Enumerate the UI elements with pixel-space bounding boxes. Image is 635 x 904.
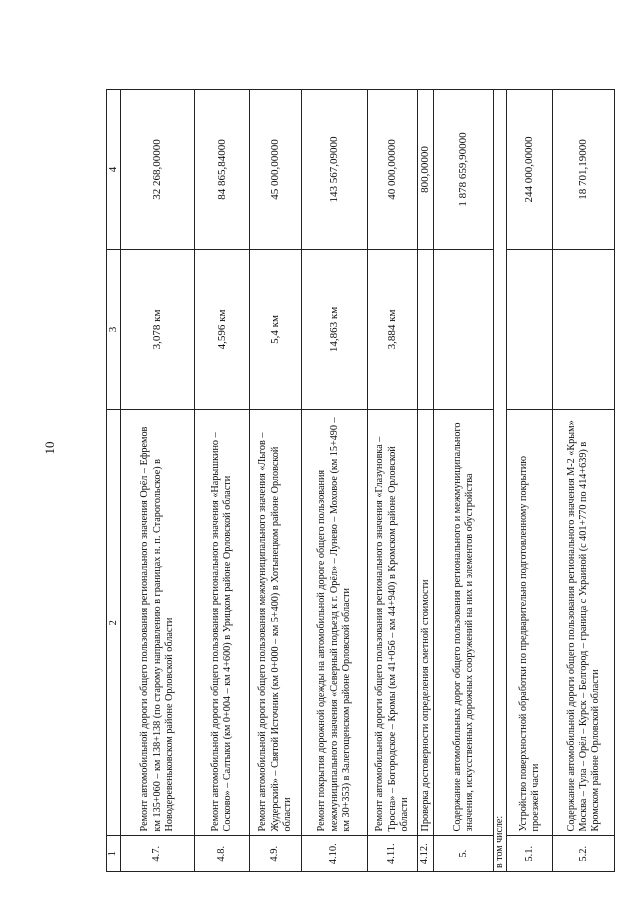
page-number: 10 [42, 441, 57, 455]
row-description: Ремонт автомобильной дороги общего пользования регионального значения «Глазуновка – Тросна» – Богородское – Кромы (км 41+056 – км 44+940) в Кромском районе Орловской области [368, 409, 418, 836]
row-amount: 18 701,19000 [553, 90, 615, 250]
row-number: 4.7. [121, 836, 195, 872]
row-amount: 40 000,00000 [368, 90, 418, 250]
row-amount: 143 567,09000 [302, 90, 368, 250]
row-length: 3,078 км [121, 249, 195, 409]
header-col-2: 2 [107, 409, 121, 836]
row-amount: 45 000,00000 [250, 90, 302, 250]
table-row [121, 90, 195, 872]
row-amount: 244 000,00000 [507, 90, 553, 250]
header-col-1: 1 [107, 836, 121, 872]
row-number: 4.10. [302, 836, 368, 872]
row-description: Содержание автомобильных дорог общего пользования регионального и межмуниципального значения, искусственных дорожных сооружений на них и элементов обустройства [434, 409, 494, 836]
row-length: 5,4 км [250, 249, 302, 409]
table-row [302, 90, 368, 872]
row-length: 4,596 км [195, 249, 250, 409]
row-description: Ремонт покрытия дорожной одежды на автомобильной дороге общего пользования межмуниципального значения «Северный подъезд к г. Орёл» – Лунево – Моховое (км 15+490 – км 30+353) в Залегощенском районе Орловской области [302, 409, 368, 836]
budget-table [106, 89, 615, 872]
row-number: 4.8. [195, 836, 250, 872]
row-description: Ремонт автомобильной дороги общего пользования регионального значения «Нарышкино – Сосково» – Салтыки (км 0+004 – км 4+600) в Урицком районе Орловской области [195, 409, 250, 836]
header-col-3: 3 [107, 249, 121, 409]
row-length: 3,884 км [368, 249, 418, 409]
row-description: Содержание автомобильной дороги общего пользования регионального значения М-2 «Крым» Москва – Тула – Орёл – Курск – Белгород – граница с Украиной (с 401+770 по 414+639) в Кромском районе Орловской области [553, 409, 615, 836]
row-number: 5.2. [553, 836, 615, 872]
header-col-4: 4 [107, 90, 121, 250]
row-amount: 800,00000 [418, 90, 434, 250]
row-number: 5.1. [507, 836, 553, 872]
table-row [507, 90, 553, 872]
row-number: 5. [434, 836, 494, 872]
table-row [434, 90, 494, 872]
table-row [195, 90, 250, 872]
row-description: Проверка достоверности определения сметной стоимости [418, 409, 434, 836]
table-row [368, 90, 418, 872]
subheader-label: в том числе: [494, 90, 507, 872]
row-length [418, 249, 434, 409]
row-length [507, 249, 553, 409]
row-amount: 1 878 659,90000 [434, 90, 494, 250]
row-length: 14,863 км [302, 249, 368, 409]
row-length [553, 249, 615, 409]
row-length [434, 249, 494, 409]
subheader-row [494, 90, 507, 872]
header-row [107, 90, 121, 872]
row-amount: 84 865,84000 [195, 90, 250, 250]
row-description: Ремонт автомобильной дороги общего пользования регионального значения Орёл – Ефремов км 135+060 – км 138+138 (по старому направлению в границах н. п. Старогольское) в Новодеревеньковском районе Орловской области [121, 409, 195, 836]
table-row [418, 90, 434, 872]
row-amount: 32 268,00000 [121, 90, 195, 250]
row-number: 4.11. [368, 836, 418, 872]
row-description: Устройство поверхностной обработки по предварительно подготовленному покрытию проезжей части [507, 409, 553, 836]
table-row [553, 90, 615, 872]
row-number: 4.9. [250, 836, 302, 872]
document-table-wrapper [106, 89, 601, 872]
table-row [250, 90, 302, 872]
row-number: 4.12. [418, 836, 434, 872]
row-description: Ремонт автомобильной дороги общего пользования межмуниципального значения «Льгов – Жудерский» – Святой Источник (км 0+000 – км 5+400) в Хотынецком районе Орловской области [250, 409, 302, 836]
